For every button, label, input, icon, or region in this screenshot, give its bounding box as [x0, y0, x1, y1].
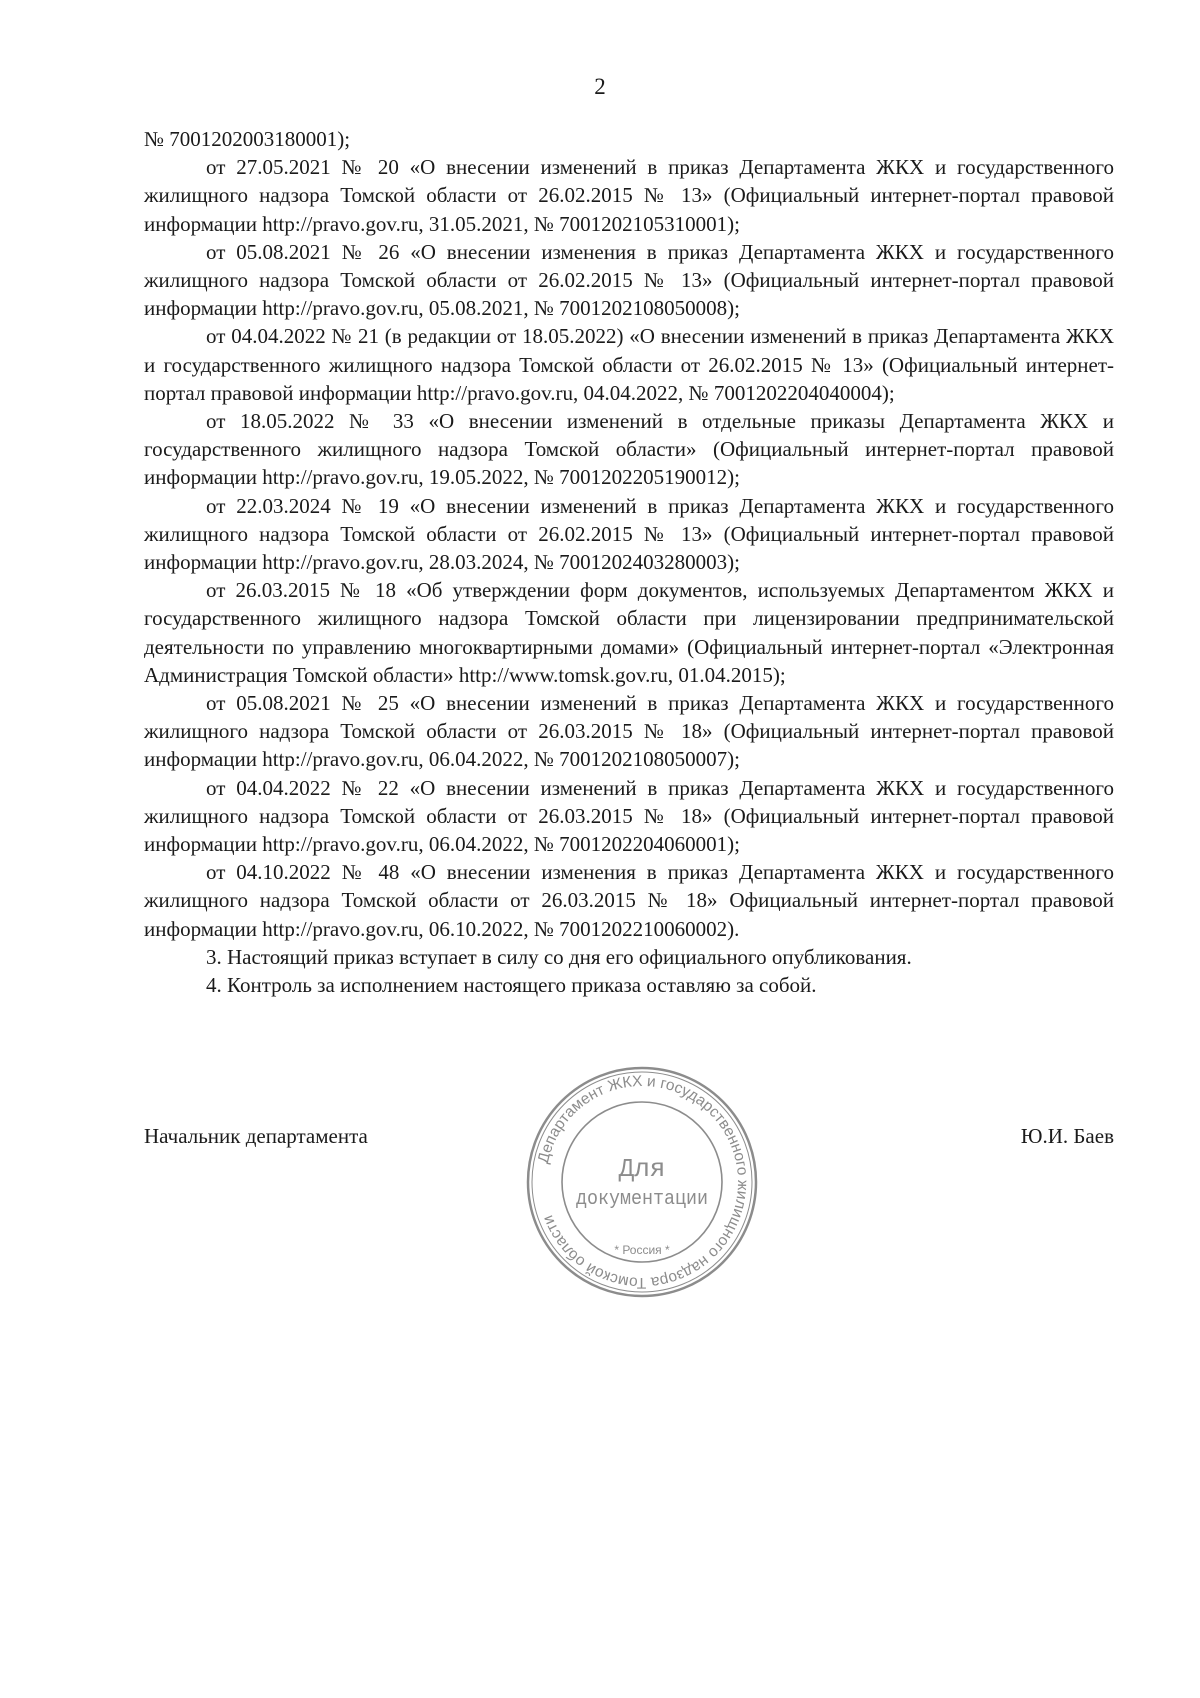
paragraph-order-19-2024: от 22.03.2024 № 19 «О внесении изменений в приказ Департамента ЖКХ и государственного жилищного надзора Томской области от 26.02.2015 № 13» (Официальный интернет-портал правовой информации http://pravo.gov.ru, 28.03.2024, № 7001202403280003);	[144, 493, 1114, 575]
official-seal	[522, 1062, 762, 1302]
paragraph-order-20-2021: от 27.05.2021 № 20 «О внесении изменений в приказ Департамента ЖКХ и государственного жилищного надзора Томской области от 26.02.2015 № 13» (Официальный интернет-портал правовой информации http://pravo.gov.ru, 31.05.2021, № 7001202105310001);	[144, 155, 1114, 236]
paragraph-order-33-2022: от 18.05.2022 № 33 «О внесении изменений в отдельные приказы Департамента ЖКХ и государственного жилищного надзора Томской области» (Официальный интернет-портал правовой информации http://pravo.gov.ru, 19.05.2022, № 7001202205190012);	[144, 409, 1114, 490]
seal-graphic	[522, 1062, 762, 1302]
document-body	[144, 125, 1114, 999]
paragraph-order-22-2022: от 04.04.2022 № 22 «О внесении изменений в приказ Департамента ЖКХ и государственного жилищного надзора Томской области от 26.03.2015 № 18» (Официальный интернет-портал правовой информации http://pravo.gov.ru, 06.04.2022, № 7001202204060001);	[144, 775, 1114, 857]
paragraph-order-18-2015: от 26.03.2015 № 18 «Об утверждении форм документов, используемых Департаментом ЖКХ и государственного жилищного надзора Томской области при лицензировании предпринимательской деятельности по управлению многоквартирными домами» (Официальный интернет-портал «Электронная Администрация Томской области» http://www.tomsk.gov.ru, 01.04.2015);	[144, 578, 1114, 687]
seal-bottom-text: * Россия *	[614, 1243, 670, 1257]
page-number: 2	[594, 74, 606, 99]
paragraph-item-3: 3. Настоящий приказ вступает в силу со дня его официального опубликования.	[206, 944, 912, 969]
seal-ring-text: Департамент ЖКХ и государственного жилищного надзора Томской области	[534, 1072, 752, 1292]
seal-center-line-1: Для	[618, 1154, 666, 1184]
paragraph-order-21-2022: от 04.04.2022 № 21 (в редакции от 18.05.2022) «О внесении изменений в приказ Департамента ЖКХ и государственного жилищного надзора Томской области от 26.02.2015 № 13» (Официальный интернет-портал правовой информации http://pravo.gov.ru, 04.04.2022, № 7001202204040004);	[144, 324, 1114, 405]
signatory-position: Начальник департамента	[144, 1124, 368, 1148]
paragraph-order-25-2021: от 05.08.2021 № 25 «О внесении изменений в приказ Департамента ЖКХ и государственного жилищного надзора Томской области от 26.03.2015 № 18» (Официальный интернет-портал правовой информации http://pravo.gov.ru, 06.04.2022, № 7001202108050007);	[144, 691, 1114, 772]
paragraph-order-26-2021: от 05.08.2021 № 26 «О внесении изменения в приказ Департамента ЖКХ и государственного жилищного надзора Томской области от 26.02.2015 № 13» (Официальный интернет-портал правовой информации http://pravo.gov.ru, 05.08.2021, № 7001202108050008);	[144, 239, 1114, 321]
seal-center-line-2: документации	[576, 1188, 708, 1211]
signatory-name: Ю.И. Баев	[1020, 1124, 1114, 1148]
paragraph-prev-number: № 7001202003180001);	[144, 127, 351, 151]
paragraph-item-4: 4. Контроль за исполнением настоящего приказа оставляю за собой.	[206, 973, 817, 998]
paragraph-order-48-2022: от 04.10.2022 № 48 «О внесении изменения в приказ Департамента ЖКХ и государственного жилищного надзора Томской области от 26.03.2015 № 18» Официальный интернет-портал правовой информации http://pravo.gov.ru, 06.10.2022, № 7001202210060002).	[144, 860, 1114, 941]
